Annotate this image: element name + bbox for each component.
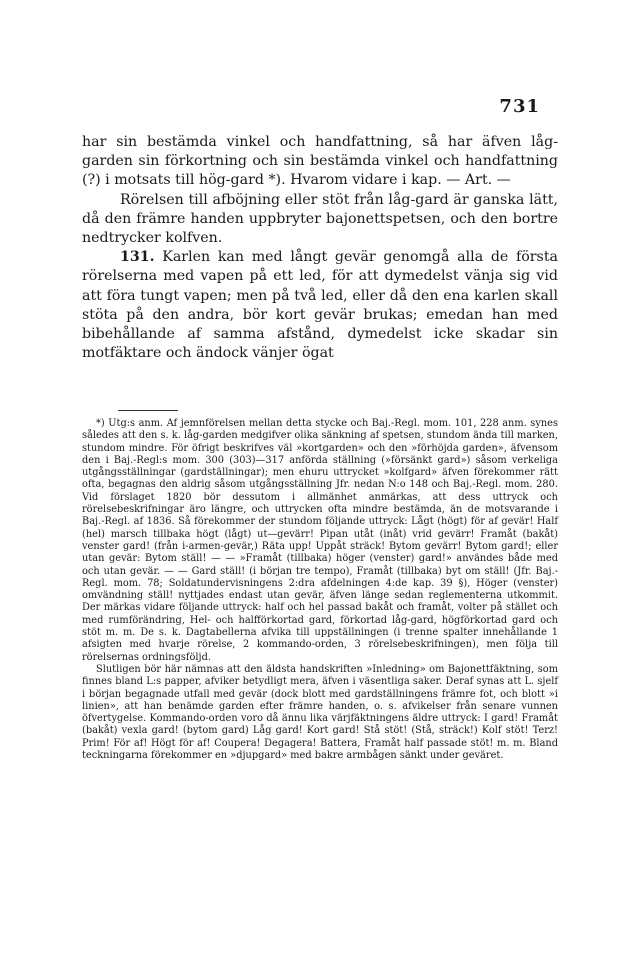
- footnote-paragraph-2: Slutligen bör här nämnas att den äldsta handskriften »Inledning» om Bajonettfäktning, som finnes bland L:s papper, afviker betydligt mera, äfven i väsentliga saker. Deraf synas att L. sjelf i början begagnade utfall med gevär (dock blott med gardställningens främre fot, och blott »i linien», att han benämde garden efter främre handen, o. s. afvikelser från senare vunnen öfvertygelse. Kommando-orden voro då ännu lika värjfäktningens äldre uttryck: I gard! Framåt (bakåt) vexla gard! (bytom gard) Låg gard! Kort gard! Stå stöt! (Stå, sträck!) Kolf stöt! Terz! Prim! För af! Högt för af! Coupera! Degagera! Battera, Framåt half passade stöt! m. m. Bland teckningarna förekommer en »djupgard» med bakre armbågen sänkt under geväret.: [82, 663, 558, 762]
- section-number: 131.: [120, 249, 155, 266]
- section-text: Karlen kan med långt gevär genomgå alla de första rörelserna med vapen på ett led, för att dymedelst vänja sig vid att föra tungt vapen; men på två led, eller då den ena karlen skall stöta på den andra, bör kort gevär brukas; emedan han med bibehållande af samma afstånd, dymedelst icke skadar sin motfäktare och ändock vänjer ögat: [82, 249, 558, 362]
- footnote-paragraph-1: *) Utg:s anm. Af jemnförelsen mellan detta stycke och Baj.-Regl. mom. 101, 228 anm. synes således att den s. k. låg-garden medgifver olika sänkning af spetsen, stundom ända till marken, stundom mindre. För öfrigt beskrifves väl »kortgarden» och den »förhöjda garden», äfvensom den i Baj.-Regl:s mom. 300 (303)—317 anförda ställning (»försänkt gard») såsom verkeliga utgångsställningar (gardställningar); men ehuru uttrycket »kolfgard» äfven förekommer rätt ofta, begagnas den aldrig såsom utgångsställning Jfr. nedan N:o 148 och Baj.-Regl. mom. 280. Vid förslaget 1820 bör dessutom i allmänhet anmärkas, att dess uttryck och rörelsebeskrifningar äro längre, och uttrycken ofta mindre bestämda, än de motsvarande i Baj.-Regl. af 1836. Så förekommer der stundom följande uttryck: Lågt (högt) för af gevär! Half (hel) marsch tillbaka högt (lågt) ut—gevärr! Pipan utåt (inåt) vrid gevärr! Framåt (bakåt) venster gard! (från i-armen-gevär,) Räta upp! Uppåt sträck! Bytom gevärr! Bytom gard!; eller utan gevär: Bytom ställ! — — »Framåt (tillbaka) höger (venster) gard!» användes både med och utan gevär. — — Gard ställ! (i början tre tempo), Framåt (tillbaka) byt om ställ! (Jfr. Baj.-Regl. mom. 78; Soldatundervisningens 2:dra afdelningen 4:de kap. 39 §), Höger (venster) omvändning ställ! nyttjades endast utan gevär, äfven länge sedan reglementerna utkommit. Der märkas vidare följande uttryck: half och hel passad bakåt och framåt, volter på stället och med rumförändring, Hel- och halfförkortad gard, förkortad låg-gard, högförkortad gard och stöt m. m. De s. k. Dagtabellerna afvika till uppställningen (i trenne spalter innehållande 1 afsigten med hvarje rörelse, 2 kommando-orden, 3 rörelsebeskrifningen), men följa till rörelsernas ordningsföljd.: [82, 418, 558, 663]
- paragraph-2: Rörelsen till afböjning eller stöt från låg-gard är ganska lätt, då den främre handen uppbryter bajonettspetsen, och den bortre nedtrycker kolfven.: [82, 191, 558, 247]
- footnote-divider: [118, 410, 178, 411]
- main-text: [82, 133, 558, 363]
- page-number: 731: [499, 96, 540, 117]
- paragraph-3: [82, 248, 558, 363]
- footnote-block: [82, 418, 558, 762]
- paragraph-1: har sin bestämda vinkel och handfattning, så har äfven låg-garden sin förkortning och sin bestämda vinkel och handfattning (?) i motsats till hög-gard *). Hvarom vidare i kap. — Art. —: [82, 134, 558, 189]
